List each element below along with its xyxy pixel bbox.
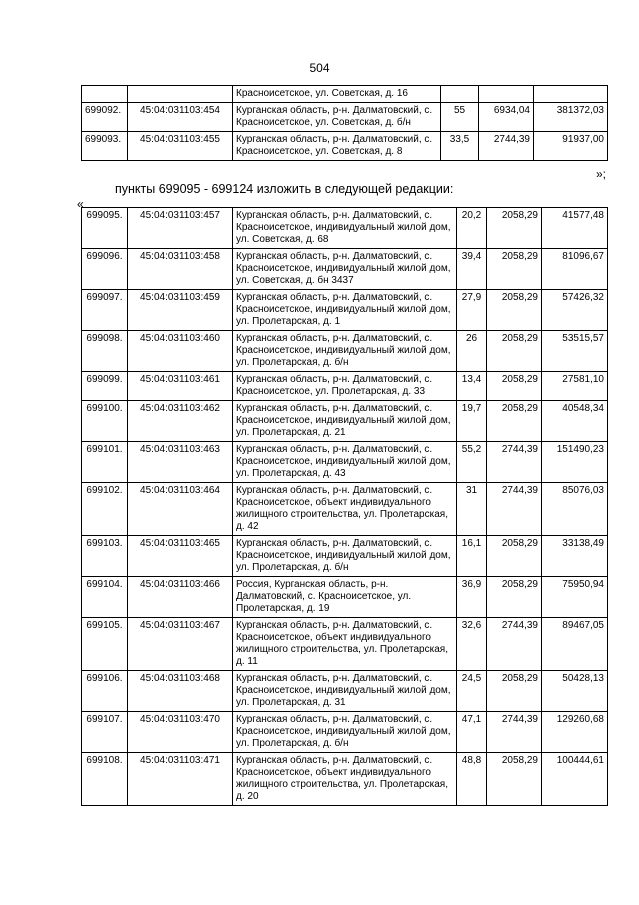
total-value: 151490,23 — [542, 442, 608, 483]
total-value: 53515,57 — [542, 331, 608, 372]
area: 26 — [457, 331, 487, 372]
opening-quote: « — [77, 197, 84, 211]
row-number: 699104. — [82, 577, 128, 618]
area: 39,4 — [457, 249, 487, 290]
cadastral-number: 45:04:031103:466 — [128, 577, 233, 618]
total-value: 40548,34 — [542, 401, 608, 442]
cadastral-number: 45:04:031103:454 — [128, 103, 233, 132]
row-number: 699092. — [82, 103, 128, 132]
total-value — [534, 86, 608, 103]
table-row — [82, 442, 608, 483]
row-number: 699098. — [82, 331, 128, 372]
area: 36,9 — [457, 577, 487, 618]
table-row — [82, 103, 608, 132]
cadastral-number: 45:04:031103:471 — [128, 753, 233, 806]
total-value: 89467,05 — [542, 618, 608, 671]
amended-items-table — [81, 207, 608, 806]
unit-value: 2058,29 — [487, 577, 542, 618]
unit-value: 2058,29 — [487, 536, 542, 577]
area: 27,9 — [457, 290, 487, 331]
row-number: 699093. — [82, 132, 128, 161]
table-row — [82, 249, 608, 290]
cadastral-number: 45:04:031103:468 — [128, 671, 233, 712]
cadastral-number: 45:04:031103:464 — [128, 483, 233, 536]
address: Курганская область, р-н. Далматовский, с. Красноисетское, индивидуальный жилой дом, ул. Пролетарская, д. б/н — [233, 536, 457, 577]
cadastral-number — [128, 86, 233, 103]
table-row — [82, 671, 608, 712]
row-number: 699102. — [82, 483, 128, 536]
row-number: 699097. — [82, 290, 128, 331]
total-value: 85076,03 — [542, 483, 608, 536]
table-row — [82, 208, 608, 249]
unit-value: 2058,29 — [487, 753, 542, 806]
area: 47,1 — [457, 712, 487, 753]
row-number: 699106. — [82, 671, 128, 712]
cadastral-number: 45:04:031103:455 — [128, 132, 233, 161]
table-row — [82, 401, 608, 442]
cadastral-number: 45:04:031103:470 — [128, 712, 233, 753]
unit-value: 2058,29 — [487, 290, 542, 331]
table-row — [82, 618, 608, 671]
address: Курганская область, р-н. Далматовский, с. Красноисетское, ул. Советская, д. б/н — [233, 103, 441, 132]
page-number: 504 — [309, 61, 330, 75]
address: Курганская область, р-н. Далматовский, с. Красноисетское, объект индивидуального жилищного строительства, ул. Пролетарская, д. 11 — [233, 618, 457, 671]
unit-value: 2058,29 — [487, 208, 542, 249]
row-number — [82, 86, 128, 103]
cadastral-number: 45:04:031103:459 — [128, 290, 233, 331]
cadastral-number: 45:04:031103:458 — [128, 249, 233, 290]
address: Курганская область, р-н. Далматовский, с. Красноисетское, индивидуальный жилой дом, ул. Советская, д. 68 — [233, 208, 457, 249]
unit-value: 2744,39 — [487, 618, 542, 671]
area: 33,5 — [441, 132, 479, 161]
address: Курганская область, р-н. Далматовский, с. Красноисетское, индивидуальный жилой дом, ул. Пролетарская, д. б/н — [233, 331, 457, 372]
address: Курганская область, р-н. Далматовский, с. Красноисетское, объект индивидуального жилищного строительства, ул. Пролетарская, д. 42 — [233, 483, 457, 536]
cadastral-number: 45:04:031103:467 — [128, 618, 233, 671]
unit-value: 6934,04 — [479, 103, 534, 132]
address: Курганская область, р-н. Далматовский, с. Красноисетское, индивидуальный жилой дом, ул. Пролетарская, д. 43 — [233, 442, 457, 483]
table-row — [82, 331, 608, 372]
total-value: 41577,48 — [542, 208, 608, 249]
area: 31 — [457, 483, 487, 536]
unit-value: 2058,29 — [487, 249, 542, 290]
row-number: 699108. — [82, 753, 128, 806]
total-value: 381372,03 — [534, 103, 608, 132]
table-row — [82, 753, 608, 806]
address: Курганская область, р-н. Далматовский, с. Красноисетское, ул. Пролетарская, д. 33 — [233, 372, 457, 401]
table-row — [82, 132, 608, 161]
previous-items-table — [81, 85, 608, 161]
row-number: 699105. — [82, 618, 128, 671]
row-number: 699101. — [82, 442, 128, 483]
unit-value — [479, 86, 534, 103]
area: 32,6 — [457, 618, 487, 671]
area: 24,5 — [457, 671, 487, 712]
unit-value: 2744,39 — [479, 132, 534, 161]
unit-value: 2058,29 — [487, 331, 542, 372]
address: Курганская область, р-н. Далматовский, с. Красноисетское, индивидуальный жилой дом, ул. Пролетарская, д. б/н — [233, 712, 457, 753]
row-number: 699099. — [82, 372, 128, 401]
closing-quote: »; — [596, 167, 607, 181]
total-value: 33138,49 — [542, 536, 608, 577]
cadastral-number: 45:04:031103:463 — [128, 442, 233, 483]
area: 13,4 — [457, 372, 487, 401]
row-number: 699103. — [82, 536, 128, 577]
table-row — [82, 577, 608, 618]
table-row — [82, 712, 608, 753]
area: 20,2 — [457, 208, 487, 249]
total-value: 50428,13 — [542, 671, 608, 712]
total-value: 129260,68 — [542, 712, 608, 753]
area: 19,7 — [457, 401, 487, 442]
unit-value: 2058,29 — [487, 401, 542, 442]
total-value: 57426,32 — [542, 290, 608, 331]
address: Курганская область, р-н. Далматовский, с. Красноисетское, индивидуальный жилой дом, ул. Советская, д. бн 3437 — [233, 249, 457, 290]
cadastral-number: 45:04:031103:460 — [128, 331, 233, 372]
address: Курганская область, р-н. Далматовский, с. Красноисетское, индивидуальный жилой дом, ул. Пролетарская, д. 31 — [233, 671, 457, 712]
table-row — [82, 86, 608, 103]
table-row — [82, 483, 608, 536]
table-row — [82, 290, 608, 331]
unit-value: 2058,29 — [487, 671, 542, 712]
area: 48,8 — [457, 753, 487, 806]
address: Россия, Курганская область, р-н. Далматовский, с. Красноисетское, ул. Пролетарская, д. 19 — [233, 577, 457, 618]
cadastral-number: 45:04:031103:465 — [128, 536, 233, 577]
table-row — [82, 372, 608, 401]
total-value: 27581,10 — [542, 372, 608, 401]
total-value: 91937,00 — [534, 132, 608, 161]
total-value: 100444,61 — [542, 753, 608, 806]
area — [441, 86, 479, 103]
unit-value: 2058,29 — [487, 372, 542, 401]
address: Курганская область, р-н. Далматовский, с. Красноисетское, ул. Советская, д. 8 — [233, 132, 441, 161]
row-number: 699100. — [82, 401, 128, 442]
row-number: 699107. — [82, 712, 128, 753]
address: Красноисетское, ул. Советская, д. 16 — [233, 86, 441, 103]
cadastral-number: 45:04:031103:457 — [128, 208, 233, 249]
cadastral-number: 45:04:031103:462 — [128, 401, 233, 442]
unit-value: 2744,39 — [487, 442, 542, 483]
row-number: 699095. — [82, 208, 128, 249]
unit-value: 2744,39 — [487, 712, 542, 753]
unit-value: 2744,39 — [487, 483, 542, 536]
area: 55 — [441, 103, 479, 132]
total-value: 81096,67 — [542, 249, 608, 290]
row-number: 699096. — [82, 249, 128, 290]
area: 16,1 — [457, 536, 487, 577]
address: Курганская область, р-н. Далматовский, с. Красноисетское, индивидуальный жилой дом, ул. Пролетарская, д. 21 — [233, 401, 457, 442]
area: 55,2 — [457, 442, 487, 483]
cadastral-number: 45:04:031103:461 — [128, 372, 233, 401]
table-row — [82, 536, 608, 577]
amendment-text: пункты 699095 - 699124 изложить в следующей редакции: — [115, 182, 454, 196]
address: Курганская область, р-н. Далматовский, с. Красноисетское, индивидуальный жилой дом, ул. Пролетарская, д. 1 — [233, 290, 457, 331]
total-value: 75950,94 — [542, 577, 608, 618]
address: Курганская область, р-н. Далматовский, с. Красноисетское, объект индивидуального жилищного строительства, ул. Пролетарская, д. 20 — [233, 753, 457, 806]
